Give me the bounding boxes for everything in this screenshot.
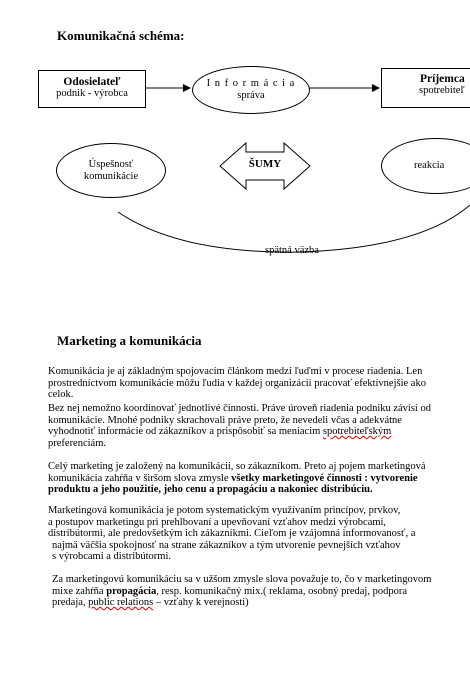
sender-subtitle: podnik - výrobca <box>56 88 128 99</box>
paragraph-5: Za marketingovú komunikáciu sa v užšom zmysle slova považuje to, čo v marketingovom mixe zahŕňa propagácia, resp. komunikačný mix.( reklama, osobný predaj, podpora predaja, public relations – vzťahy k verejnosti) <box>52 574 432 609</box>
information-subtitle: správa <box>237 90 265 101</box>
receiver-subtitle: spotrebiteľ <box>419 85 465 96</box>
schema-title: Komunikačná schéma: <box>57 28 185 43</box>
receiver-title: Príjemca <box>420 73 465 85</box>
paragraph-1: Komunikácia je aj základným spojovacím článkom medzi ľuďmi v procese riadenia. Len prostredníctvom komunikácie môžu ľudia v každej organizácii pracovať efektívnejšie ako celok. <box>48 366 426 401</box>
success-oval <box>56 143 166 198</box>
sender-box <box>38 70 146 108</box>
success-line2: komunikácie <box>83 170 139 182</box>
paragraph-3: Celý marketing je založený na komunikácii, so zákazníkom. Preto aj pojem marketingová komunikácia zahŕňa v širšom slova zmysle všetky marketingové činnosti : vytvorenie produktu a jeho použitie, jeho cenu a propagáciu a nakoniec distribúciu. <box>48 461 426 496</box>
receiver-box <box>381 68 470 108</box>
paragraph-4: Marketingová komunikácia je potom systematickým využívaním princípov, prvkov, a postupov marketingu pri prehlbovaní a upevňovaní vzťahov medzi výrobcami, distribútormi, ale predovšetkým ich zákazníkmi. Cieľom je vzájomná informovanosť, a najmä väčšia spokojnosť na strane zákazníkov a tým utvorenie pevnejších vzťahov s výrobcami a distribútormi. <box>48 505 416 563</box>
noise-label: ŠUMY <box>248 158 282 170</box>
feedback-label: spätná väzba <box>265 245 319 256</box>
section-title: Marketing a komunikácia <box>57 333 202 348</box>
information-oval <box>192 66 310 114</box>
sender-title: Odosielateľ <box>63 76 121 88</box>
success-line1: Úspešnosť <box>88 158 134 170</box>
information-title: I n f o r m á c i a <box>206 78 296 89</box>
paragraph-2: Bez nej nemožno koordinovať jednotlivé činnosti. Práve úroveň riadenia podniku závisí od komunikácie. Mnohé podniky skrachovali práve preto, že nevedeli včas a adekvátne vyhodnotiť informácie od zákazníkov a prispôsobiť sa meniacim spotrebiteľským preferenciám. <box>48 403 431 449</box>
reaction-label: reakcia <box>414 160 445 171</box>
